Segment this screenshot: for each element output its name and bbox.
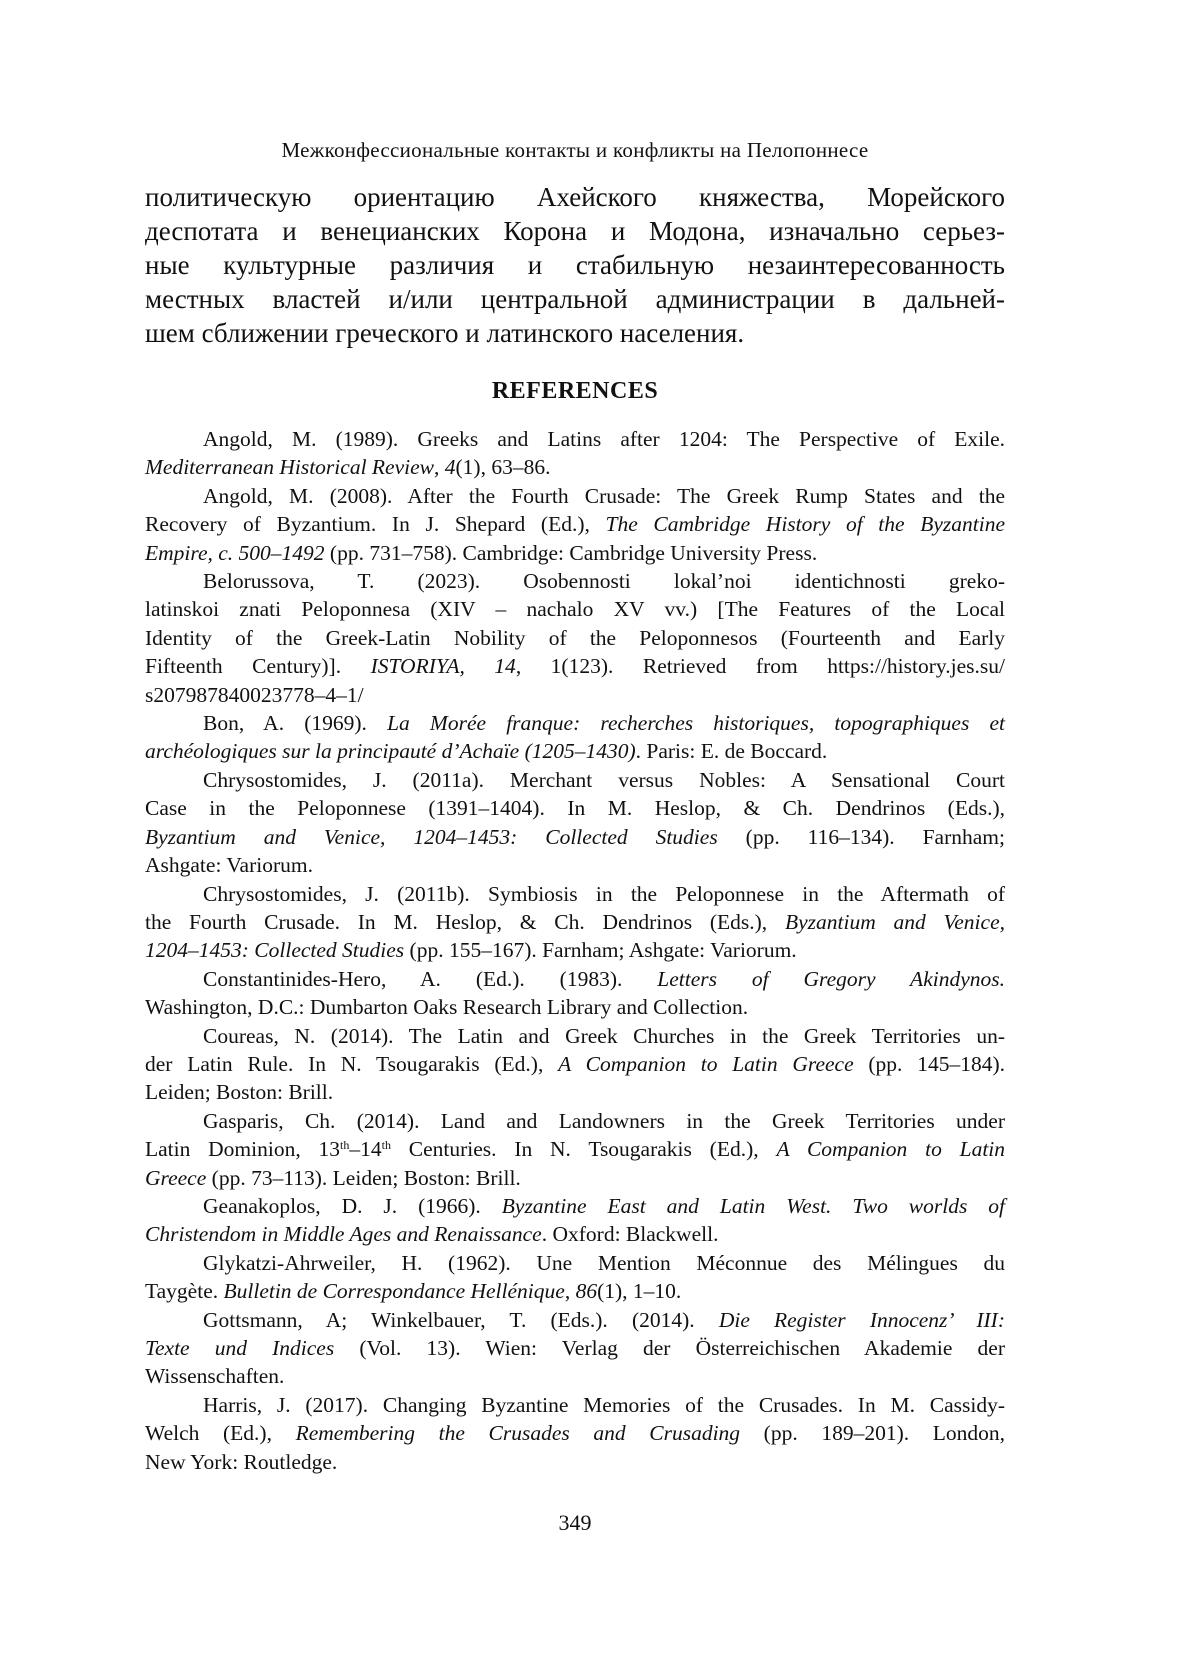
reference-entry: Bon, A. (1969). La Morée franque: recherches historiques, topographiques et archéologiques sur la principauté d’Achaïe (1205–1430). Paris: E. de Boccard. [145,711,1005,764]
page-number: 349 [558,1510,592,1535]
reference-entry: Chrysostomides, J. (2011b). Symbiosis in the Peloponnese in the Aftermath of the Fourth Crusade. In M. Heslop, & Ch. Dendrinos (Eds.), Byzantium and Venice, 1204–1453: Collected Studies (pp. 155–167). Farnham; Ashgate: Variorum. [145,881,1005,963]
reference-entry: Gasparis, Ch. (2014). Land and Landowners in the Greek Territories under Latin Dominion, 13th–14th Centuries. In N. Tsougarakis (Ed.), A Companion to Latin Greece (pp. 73–113). Leiden; Boston: Brill. [145,1108,1006,1190]
reference-entry: Harris, J. (2017). Changing Byzantine Memories of the Crusades. In M. Cassidy- Welch (Ed.), Remembering the Crusades and Crusading (pp. 189–201). London, New York: Routledge. [145,1392,1005,1474]
body-line: деспотата и венецианских Корона и Модона, изначально серьез- [145,216,1005,246]
reference-entry: Constantinides-Hero, A. (Ed.). (1983). Letters of Gregory Akindynos. Washington, D.C.: Dumbarton Oaks Research Library and Collection. [145,966,1005,1020]
references-heading: REFERENCES [491,378,659,404]
reference-entry: Gottsmann, A; Winkelbauer, T. (Eds.). (2014). Die Register Innocenz’ III: Texte und Indices (Vol. 13). Wien: Verlag der Österreichischen Akademie der Wissenschaften. [145,1307,1005,1389]
reference-entry: Glykatzi-Ahrweiler, H. (1962). Une Mention Méconnue des Mélingues du Taygète. Bulletin de Correspondance Hellénique, 86(1), 1–10. [145,1250,1005,1304]
reference-entry: Angold, M. (1989). Greeks and Latins after 1204: The Perspective of Exile. Mediterranean Historical Review, 4(1), 63–86. [145,427,1005,480]
body-paragraph [145,180,1005,350]
reference-entry: Coureas, N. (2014). The Latin and Greek Churches in the Greek Territories un- der Latin Rule. In N. Tsougarakis (Ed.), A Companion to Latin Greece (pp. 145–184). Leiden; Boston: Brill. [145,1023,1005,1105]
body-line: ные культурные различия и стабильную незаинтересованность [145,250,1005,280]
reference-entry: Chrysostomides, J. (2011a). Merchant versus Nobles: A Sensational Court Case in the Peloponnese (1391–1404). In M. Heslop, & Ch. Dendrinos (Eds.), Byzantium and Venice, 1204–1453: Collected Studies (pp. 116–134). Farnham; Ashgate: Variorum. [145,767,1006,878]
running-head: Межконфессиональные контакты и конфликты на Пелопоннесе [281,138,869,162]
reference-entry: Angold, M. (2008). After the Fourth Crusade: The Greek Rump States and the Recovery of Byzantium. In J. Shepard (Ed.), The Cambridge History of the Byzantine Empire, c. 500–1492 (pp. 731–758). Cambridge: Cambridge University Press. [145,483,1005,565]
references-list [145,425,1005,1476]
reference-entry: Belorussova, T. (2023). Osobennosti lokal’noi identichnosti greko- latinskoi znati Peloponnesa (XIV – nachalo XV vv.) [The Features of the Local Identity of the Greek-Latin Nobility of the Peloponnesos (Fourteenth and Early Fifteenth Century)]. ISTORIYA, 14, 1(123). Retrieved from https://history.jes.su/ s207987840023778–4–1/ [145,569,1005,707]
body-line: местных властей и/или центральной администрации в дальней- [145,284,1005,314]
body-line: политическую ориентацию Ахейского княжества, Морейского [145,182,1005,212]
body-line: шем сближении греческого и латинского населения. [145,318,745,348]
reference-entry: Geanakoplos, D. J. (1966). Byzantine East and Latin West. Two worlds of Christendom in Middle Ages and Renaissance. Oxford: Blackwell. [145,1193,1005,1247]
